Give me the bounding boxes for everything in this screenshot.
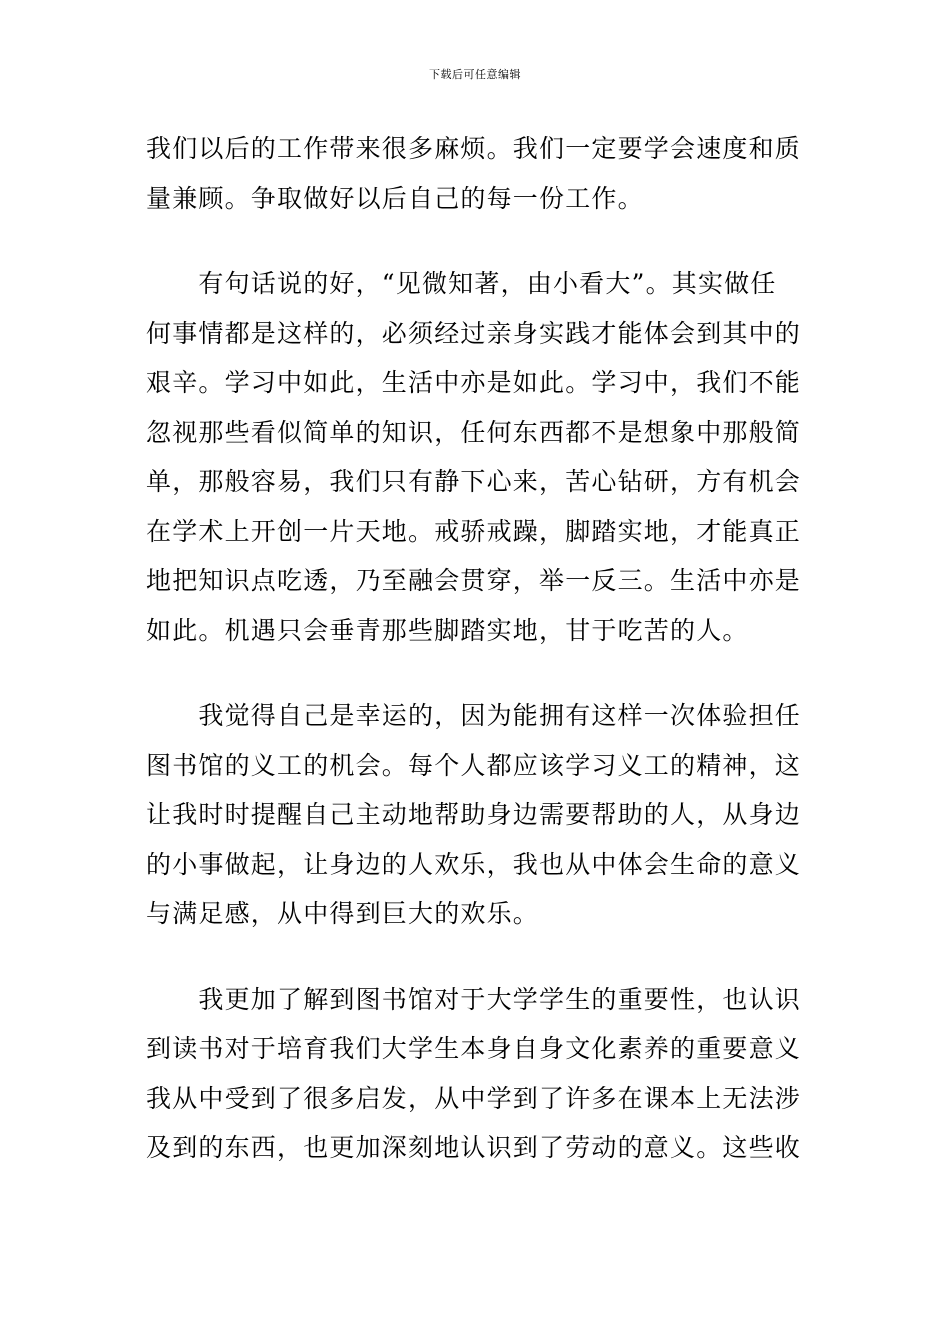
text-line: 如此。机遇只会垂青那些脚踏实地，甘于吃苦的人。 xyxy=(146,615,749,645)
paragraph-3 xyxy=(146,691,814,939)
text-line: 在学术上开创一片天地。戒骄戒躁，脚踏实地，才能真正 xyxy=(146,516,802,546)
text-line: 我更加了解到图书馆对于大学学生的重要性，也认识 xyxy=(146,984,802,1014)
paragraph-gap xyxy=(146,223,814,259)
text-line: 艰辛。学习中如此，生活中亦是如此。学习中，我们不能 xyxy=(146,368,802,397)
paragraph-2 xyxy=(146,259,814,655)
text-line: 单，那般容易，我们只有静下心来，苦心钻研，方有机会 xyxy=(146,467,802,496)
paragraph-4 xyxy=(146,975,814,1173)
text-line: 的小事做起，让身边的人欢乐，我也从中体会生命的意义 xyxy=(146,849,802,879)
text-line: 与满足感，从中得到巨大的欢乐。 xyxy=(146,899,540,928)
text-line: 有句话说的好，“见微知著，由小看大”。其实做任 xyxy=(146,269,777,298)
text-line: 我觉得自己是幸运的，因为能拥有这样一次体验担任 xyxy=(146,701,802,730)
text-line: 何事情都是这样的，必须经过亲身实践才能体会到其中的 xyxy=(146,318,802,348)
text-line: 地把知识点吃透，乃至融会贯穿，举一反三。生活中亦是 xyxy=(146,566,802,595)
text-line: 图书馆的义工的机会。每个人都应该学习义工的精神，这 xyxy=(146,750,802,780)
text-line: 到读书对于培育我们大学生本身自身文化素养的重要意义 xyxy=(146,1034,802,1063)
text-line: 及到的东西，也更加深刻地认识到了劳动的意义。这些收 xyxy=(146,1133,802,1162)
page-header: 下载后可任意编辑 xyxy=(429,68,521,81)
text-line: 量兼顾。争取做好以后自己的每一份工作。 xyxy=(146,183,644,213)
paragraph-1 xyxy=(146,124,814,223)
text-line: 让我时时提醒自己主动地帮助身边需要帮助的人，从身边 xyxy=(146,800,802,829)
text-line: 我们以后的工作带来很多麻烦。我们一定要学会速度和质 xyxy=(146,134,802,163)
document-body xyxy=(146,124,814,1173)
paragraph-gap xyxy=(146,655,814,691)
text-line: 忽视那些看似简单的知识，任何东西都不是想象中那般简 xyxy=(146,417,802,447)
text-line: 我从中受到了很多启发，从中学到了许多在课本上无法涉 xyxy=(146,1083,802,1113)
paragraph-gap xyxy=(146,939,814,975)
